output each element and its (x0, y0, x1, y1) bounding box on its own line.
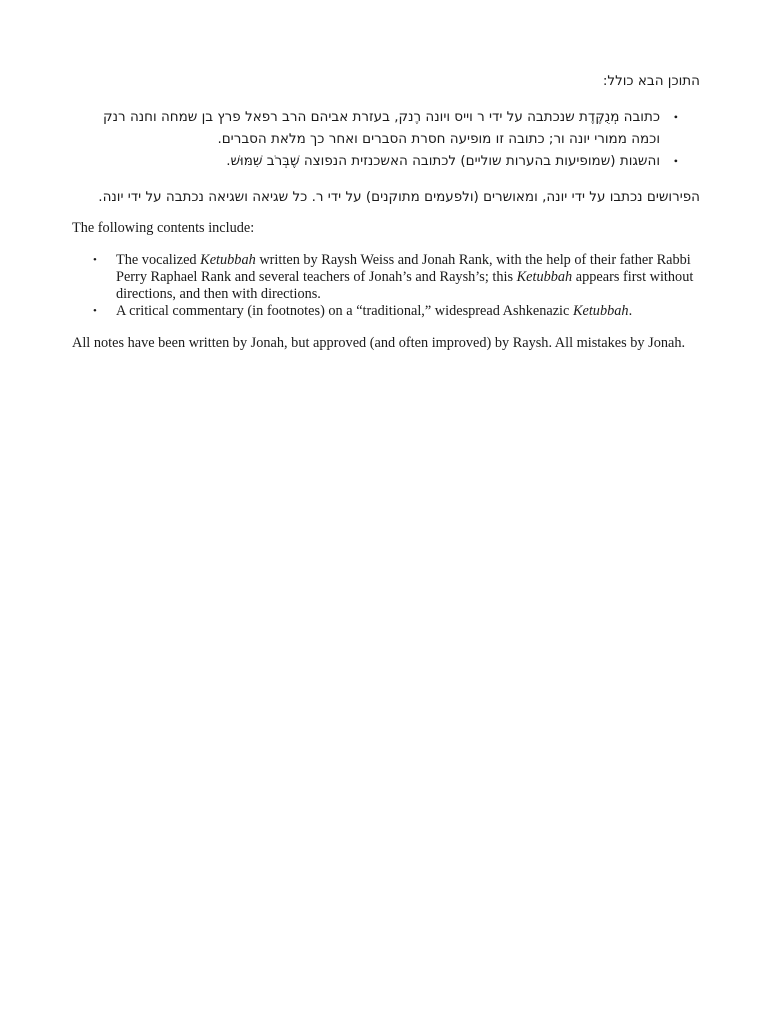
hebrew-note: הפירושים נכתבו על ידי יונה, ומאושרים (ולפעמים מתוקנים) על ידי ר. כל שגיאה ושגיאה נכתבה על ידי יונה. (98, 189, 700, 205)
text-run: A critical commentary (in footnotes) on a “traditional,” widespread Ashkenazic (116, 303, 573, 319)
bullet-icon: • (673, 154, 678, 168)
english-list-item (72, 252, 700, 303)
hebrew-title: התוכן הבא כולל: (602, 73, 700, 89)
ketubbah-term: Ketubbah (516, 269, 573, 285)
english-section (72, 220, 700, 352)
english-contents-list (72, 252, 700, 320)
text-run: The vocalized (116, 252, 201, 268)
ketubbah-term: Ketubbah (200, 252, 256, 268)
hebrew-section (72, 70, 700, 208)
hebrew-item-text: כתובה מְנֻקֶּדֶת שנכתבה על ידי ר וייס ויונה רֶנק, בעזרת אביהם הרב רפאל פרץ בן שמחה וחנה רנק וכמה ממורי יונה ור; כתובה זו מופיעה חסרת הסברים ואחר כך מלאת הסברים. (103, 109, 660, 147)
hebrew-list-item (72, 150, 700, 172)
ketubbah-term: Ketubbah (572, 303, 629, 319)
text-run: appears first without directions, and then with directions. (116, 269, 694, 302)
english-title: The following contents include: (72, 220, 255, 236)
english-item-text (116, 252, 693, 302)
bullet-icon: • (93, 254, 97, 266)
text-run: written by Raysh Weiss and Jonah Rank, with the help of their father Rabbi Perry Raphael Rank and several teachers of Jonah’s and Raysh’s; this (116, 252, 691, 285)
document-page (72, 70, 700, 352)
english-note: All notes have been written by Jonah, but approved (and often improved) by Raysh. All mistakes by Jonah. (72, 335, 686, 351)
bullet-icon: • (93, 305, 97, 317)
hebrew-contents-list (72, 106, 700, 172)
english-item-text (116, 303, 632, 319)
hebrew-list-item (72, 106, 700, 150)
hebrew-item-text: והשגות (שמופיעות בהערות שוליים) לכתובה האשכנזית הנפוצה שֶׁבְּרֹב שִׁמּוּשׁ. (226, 153, 660, 169)
english-list-item (72, 303, 700, 320)
bullet-icon: • (673, 110, 678, 124)
text-run: . (628, 303, 633, 319)
